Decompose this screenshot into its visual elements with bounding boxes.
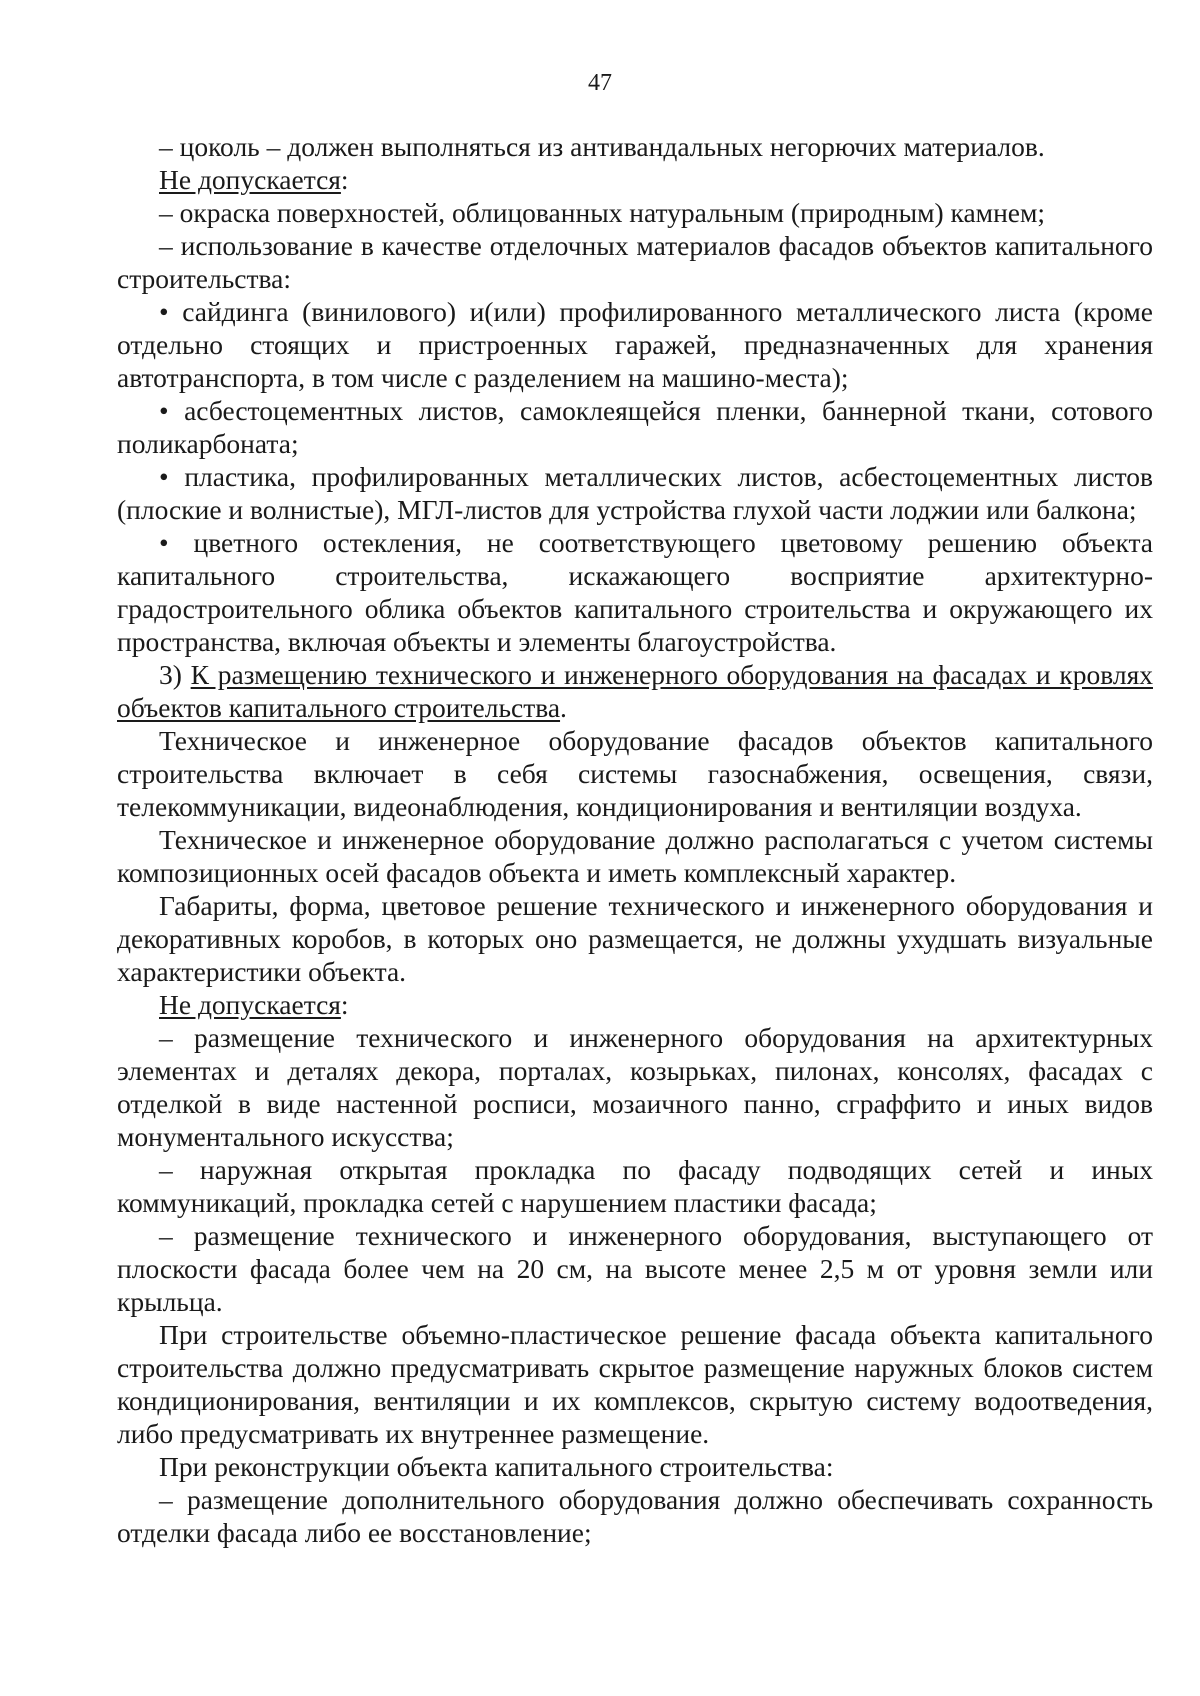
list-item-decor-placement: – размещение технического и инженерного оборудования на архитектурных элементах и деталях декора, порталах, козырьках, пилонах, консолях, фасадах с отделкой в виде настенной росписи, мозаичного панно, сграффито и иных видов монументального искусства; (117, 1022, 1153, 1152)
heading-not-allowed-1-colon: : (340, 164, 349, 195)
list-item-open-wiring: – наружная открытая прокладка по фасаду подводящих сетей и иных коммуникаций, прокладка сетей с нарушением пластики фасада; (117, 1154, 1153, 1218)
paragraph-equipment-dimensions: Габариты, форма, цветовое решение технического и инженерного оборудования и декоративных коробов, в которых оно размещается, не должны ухудшать визуальные характеристики объекта. (117, 890, 1153, 987)
document-body (117, 130, 1153, 1549)
paragraph-construction-hidden-placement: При строительстве объемно-пластическое решение фасада объекта капитального строительства должно предусматривать скрытое размещение наружных блоков систем кондиционирования, вентиляции и их комплексов, скрытую систему водоотведения, либо предусматривать их внутреннее размещение. (117, 1319, 1153, 1449)
list-item-additional-equipment: – размещение дополнительного оборудования должно обеспечивать сохранность отделки фасада либо ее восстановление; (117, 1484, 1153, 1548)
page-number: 47 (588, 70, 612, 96)
heading-not-allowed-1-label: Не допускается (159, 164, 341, 195)
bullet-colored-glazing: • цветного остекления, не соответствующего цветовому решению объекта капитального строительства, искажающего восприятие архитектурно-градостроительного облика объектов капитального строительства и окружающего их пространства, включая объекты и элементы благоустройства. (117, 527, 1153, 657)
heading-not-allowed-2-label: Не допускается (159, 989, 341, 1020)
paragraph-reconstruction: При реконструкции объекта капитального строительства: (159, 1451, 834, 1482)
paragraph-equipment-includes: Техническое и инженерное оборудование фасадов объектов капитального строительства включает в себя системы газоснабжения, освещения, связи, телекоммуникации, видеонаблюдения, кондиционирования и вентиляции воздуха. (117, 725, 1153, 822)
bullet-siding: • сайдинга (винилового) и(или) профилированного металлического листа (кроме отдельно стоящих и пристроенных гаражей, предназначенных для хранения автотранспорта, в том числе с разделением на машино-места); (117, 296, 1153, 393)
section-3-title: К размещению технического и инженерного оборудования на фасадах и кровлях объектов капитального строительства (117, 659, 1153, 723)
bullet-plastic: • пластика, профилированных металлических листов, асбестоцементных листов (плоские и волнистые), МГЛ-листов для устройства глухой части лоджии или балкона; (117, 461, 1153, 525)
paragraph-equipment-placement: Техническое и инженерное оборудование должно располагаться с учетом системы композиционных осей фасадов объекта и иметь комплексный характер. (117, 824, 1153, 888)
list-item-protruding-equipment: – размещение технического и инженерного оборудования, выступающего от плоскости фасада более чем на 20 см, на высоте менее 2,5 м от уровня земли или крыльца. (117, 1220, 1153, 1317)
section-3-heading (117, 658, 1153, 724)
heading-not-allowed-2-colon: : (340, 989, 349, 1020)
heading-not-allowed-2 (117, 988, 1153, 1021)
bullet-asbestos-sheets: • асбестоцементных листов, самоклеящейся пленки, баннерной ткани, сотового поликарбоната; (117, 395, 1153, 459)
section-3-number: 3) (159, 659, 191, 690)
heading-not-allowed-1 (117, 163, 1153, 196)
paragraph-plinth: – цоколь – должен выполняться из антивандальных негорючих материалов. (159, 131, 1045, 162)
list-item-finishing-materials: – использование в качестве отделочных материалов фасадов объектов капитального строительства: (117, 230, 1153, 294)
section-3-period: . (560, 692, 567, 723)
list-item-stone-painting: – окраска поверхностей, облицованных натуральным (природным) камнем; (159, 197, 1046, 228)
